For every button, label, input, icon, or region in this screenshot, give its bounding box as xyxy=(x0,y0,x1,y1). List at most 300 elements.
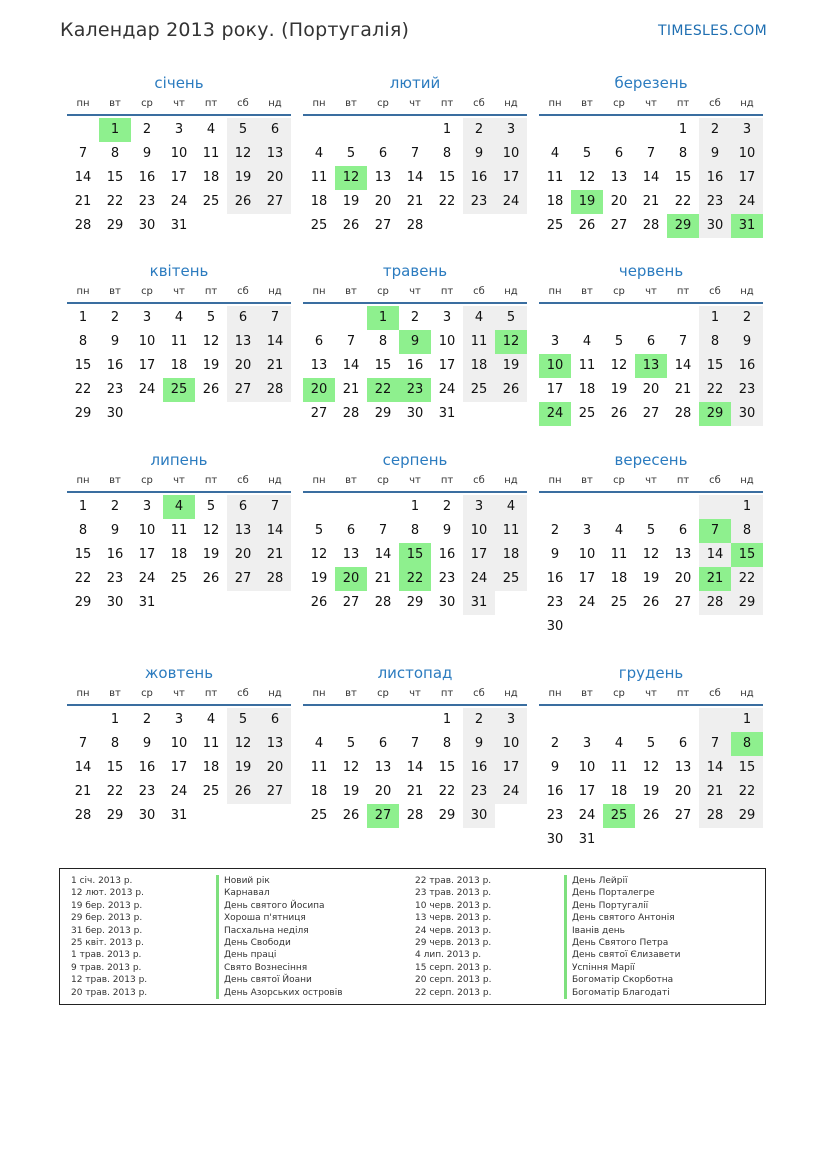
day-cell[interactable]: 5 xyxy=(614,334,624,349)
day-cell[interactable]: 17 xyxy=(495,756,527,780)
day-cell[interactable]: 11 xyxy=(463,330,495,354)
day-cell[interactable]: 27 xyxy=(227,378,259,402)
day-cell[interactable]: 6 xyxy=(678,736,688,751)
day-cell[interactable]: 30 xyxy=(546,619,564,634)
day-cell[interactable]: 11 xyxy=(202,736,220,751)
day-cell[interactable]: 30 xyxy=(731,402,763,426)
day-cell[interactable]: 15 xyxy=(674,170,692,185)
day-cell[interactable]: 25 xyxy=(202,784,220,799)
day-cell[interactable]: 20 xyxy=(227,543,259,567)
day-cell[interactable]: 7 xyxy=(78,736,88,751)
day-cell[interactable]: 6 xyxy=(678,523,688,538)
day-cell[interactable]: 28 xyxy=(259,567,291,591)
day-cell[interactable]: 3 xyxy=(582,523,592,538)
day-cell[interactable]: 11 xyxy=(170,334,188,349)
day-cell[interactable]: 12 xyxy=(578,170,596,185)
holiday-day-cell[interactable]: 7 xyxy=(699,519,731,543)
day-cell[interactable]: 29 xyxy=(106,218,124,233)
day-cell[interactable]: 2 xyxy=(550,523,560,538)
day-cell[interactable]: 17 xyxy=(546,382,564,397)
day-cell[interactable]: 21 xyxy=(406,194,424,209)
day-cell[interactable]: 23 xyxy=(463,780,495,804)
day-cell[interactable]: 13 xyxy=(310,358,328,373)
day-cell[interactable]: 18 xyxy=(310,194,328,209)
day-cell[interactable]: 21 xyxy=(406,784,424,799)
day-cell[interactable]: 17 xyxy=(438,358,456,373)
day-cell[interactable]: 23 xyxy=(546,595,564,610)
day-cell[interactable]: 20 xyxy=(259,756,291,780)
day-cell[interactable]: 27 xyxy=(610,218,628,233)
day-cell[interactable]: 8 xyxy=(110,146,120,161)
holiday-day-cell[interactable]: 10 xyxy=(539,354,571,378)
day-cell[interactable]: 16 xyxy=(138,170,156,185)
holiday-day-cell[interactable]: 20 xyxy=(303,378,335,402)
day-cell[interactable]: 10 xyxy=(138,523,156,538)
day-cell[interactable]: 6 xyxy=(314,334,324,349)
day-cell[interactable]: 12 xyxy=(642,547,660,562)
day-cell[interactable]: 20 xyxy=(610,194,628,209)
day-cell[interactable]: 3 xyxy=(174,122,184,137)
day-cell[interactable]: 7 xyxy=(678,334,688,349)
day-cell[interactable]: 2 xyxy=(463,118,495,142)
day-cell[interactable]: 2 xyxy=(110,310,120,325)
day-cell[interactable]: 21 xyxy=(699,780,731,804)
day-cell[interactable]: 8 xyxy=(110,736,120,751)
day-cell[interactable]: 19 xyxy=(495,354,527,378)
day-cell[interactable]: 9 xyxy=(550,760,560,775)
day-cell[interactable]: 14 xyxy=(642,170,660,185)
day-cell[interactable]: 29 xyxy=(106,808,124,823)
day-cell[interactable]: 18 xyxy=(202,170,220,185)
day-cell[interactable]: 28 xyxy=(699,591,731,615)
day-cell[interactable]: 9 xyxy=(463,732,495,756)
holiday-day-cell[interactable]: 31 xyxy=(731,214,763,238)
day-cell[interactable]: 13 xyxy=(342,547,360,562)
holiday-day-cell[interactable]: 1 xyxy=(367,306,399,330)
day-cell[interactable]: 24 xyxy=(495,190,527,214)
day-cell[interactable]: 10 xyxy=(578,760,596,775)
day-cell[interactable]: 5 xyxy=(646,736,656,751)
day-cell[interactable]: 26 xyxy=(642,595,660,610)
day-cell[interactable]: 26 xyxy=(495,378,527,402)
day-cell[interactable]: 26 xyxy=(610,406,628,421)
day-cell[interactable]: 15 xyxy=(374,358,392,373)
day-cell[interactable]: 8 xyxy=(678,146,688,161)
day-cell[interactable]: 24 xyxy=(438,382,456,397)
day-cell[interactable]: 18 xyxy=(202,760,220,775)
day-cell[interactable]: 30 xyxy=(138,218,156,233)
day-cell[interactable]: 12 xyxy=(610,358,628,373)
day-cell[interactable]: 4 xyxy=(463,306,495,330)
day-cell[interactable]: 17 xyxy=(170,170,188,185)
day-cell[interactable]: 3 xyxy=(174,712,184,727)
day-cell[interactable]: 8 xyxy=(378,334,388,349)
day-cell[interactable]: 15 xyxy=(74,358,92,373)
day-cell[interactable]: 22 xyxy=(731,780,763,804)
day-cell[interactable]: 2 xyxy=(731,306,763,330)
day-cell[interactable]: 25 xyxy=(546,218,564,233)
day-cell[interactable]: 15 xyxy=(106,170,124,185)
day-cell[interactable]: 12 xyxy=(202,334,220,349)
day-cell[interactable]: 8 xyxy=(442,736,452,751)
holiday-day-cell[interactable]: 24 xyxy=(539,402,571,426)
day-cell[interactable]: 27 xyxy=(374,218,392,233)
day-cell[interactable]: 13 xyxy=(674,547,692,562)
day-cell[interactable]: 27 xyxy=(674,808,692,823)
day-cell[interactable]: 28 xyxy=(642,218,660,233)
day-cell[interactable]: 17 xyxy=(138,547,156,562)
day-cell[interactable]: 29 xyxy=(374,406,392,421)
day-cell[interactable]: 31 xyxy=(138,595,156,610)
day-cell[interactable]: 6 xyxy=(614,146,624,161)
day-cell[interactable]: 9 xyxy=(142,736,152,751)
day-cell[interactable]: 4 xyxy=(174,310,184,325)
day-cell[interactable]: 1 xyxy=(78,499,88,514)
day-cell[interactable]: 7 xyxy=(259,495,291,519)
day-cell[interactable]: 19 xyxy=(610,382,628,397)
day-cell[interactable]: 28 xyxy=(674,406,692,421)
day-cell[interactable]: 31 xyxy=(578,832,596,847)
day-cell[interactable]: 11 xyxy=(610,547,628,562)
day-cell[interactable]: 21 xyxy=(342,382,360,397)
day-cell[interactable]: 13 xyxy=(610,170,628,185)
day-cell[interactable]: 18 xyxy=(170,547,188,562)
day-cell[interactable]: 4 xyxy=(495,495,527,519)
day-cell[interactable]: 15 xyxy=(74,547,92,562)
day-cell[interactable]: 6 xyxy=(227,495,259,519)
day-cell[interactable]: 12 xyxy=(227,732,259,756)
day-cell[interactable]: 20 xyxy=(642,382,660,397)
day-cell[interactable]: 26 xyxy=(642,808,660,823)
day-cell[interactable]: 18 xyxy=(578,382,596,397)
day-cell[interactable]: 1 xyxy=(442,712,452,727)
day-cell[interactable]: 16 xyxy=(463,166,495,190)
day-cell[interactable]: 25 xyxy=(495,567,527,591)
day-cell[interactable]: 16 xyxy=(463,756,495,780)
day-cell[interactable]: 3 xyxy=(495,118,527,142)
holiday-day-cell[interactable]: 8 xyxy=(731,732,763,756)
day-cell[interactable]: 11 xyxy=(578,358,596,373)
day-cell[interactable]: 23 xyxy=(138,784,156,799)
day-cell[interactable]: 20 xyxy=(374,784,392,799)
day-cell[interactable]: 11 xyxy=(495,519,527,543)
day-cell[interactable]: 1 xyxy=(78,310,88,325)
day-cell[interactable]: 4 xyxy=(614,736,624,751)
brand-logo-text[interactable]: TIMESLES.COM xyxy=(658,23,767,39)
day-cell[interactable]: 7 xyxy=(78,146,88,161)
day-cell[interactable]: 17 xyxy=(495,166,527,190)
day-cell[interactable]: 22 xyxy=(674,194,692,209)
day-cell[interactable]: 9 xyxy=(731,330,763,354)
day-cell[interactable]: 5 xyxy=(646,523,656,538)
day-cell[interactable]: 18 xyxy=(463,354,495,378)
day-cell[interactable]: 20 xyxy=(674,571,692,586)
day-cell[interactable]: 30 xyxy=(546,832,564,847)
day-cell[interactable]: 14 xyxy=(259,519,291,543)
holiday-day-cell[interactable]: 9 xyxy=(399,330,431,354)
day-cell[interactable]: 19 xyxy=(642,784,660,799)
day-cell[interactable]: 10 xyxy=(495,732,527,756)
day-cell[interactable]: 3 xyxy=(463,495,495,519)
holiday-day-cell[interactable]: 19 xyxy=(571,190,603,214)
day-cell[interactable]: 22 xyxy=(74,571,92,586)
day-cell[interactable]: 2 xyxy=(110,499,120,514)
day-cell[interactable]: 19 xyxy=(342,784,360,799)
day-cell[interactable]: 31 xyxy=(463,591,495,615)
holiday-day-cell[interactable]: 12 xyxy=(495,330,527,354)
day-cell[interactable]: 5 xyxy=(227,708,259,732)
day-cell[interactable]: 15 xyxy=(699,354,731,378)
day-cell[interactable]: 29 xyxy=(438,808,456,823)
day-cell[interactable]: 23 xyxy=(546,808,564,823)
day-cell[interactable]: 22 xyxy=(699,378,731,402)
day-cell[interactable]: 9 xyxy=(142,146,152,161)
day-cell[interactable]: 3 xyxy=(442,310,452,325)
day-cell[interactable]: 10 xyxy=(495,142,527,166)
day-cell[interactable]: 2 xyxy=(142,712,152,727)
day-cell[interactable]: 27 xyxy=(227,567,259,591)
day-cell[interactable]: 10 xyxy=(438,334,456,349)
day-cell[interactable]: 1 xyxy=(731,495,763,519)
day-cell[interactable]: 17 xyxy=(578,784,596,799)
day-cell[interactable]: 5 xyxy=(227,118,259,142)
day-cell[interactable]: 19 xyxy=(342,194,360,209)
day-cell[interactable]: 23 xyxy=(138,194,156,209)
day-cell[interactable]: 4 xyxy=(206,122,216,137)
day-cell[interactable]: 4 xyxy=(314,736,324,751)
day-cell[interactable]: 8 xyxy=(410,523,420,538)
day-cell[interactable]: 24 xyxy=(138,382,156,397)
day-cell[interactable]: 6 xyxy=(646,334,656,349)
day-cell[interactable]: 6 xyxy=(259,708,291,732)
day-cell[interactable]: 24 xyxy=(138,571,156,586)
day-cell[interactable]: 23 xyxy=(106,382,124,397)
holiday-day-cell[interactable]: 23 xyxy=(399,378,431,402)
day-cell[interactable]: 25 xyxy=(610,595,628,610)
day-cell[interactable]: 11 xyxy=(310,760,328,775)
day-cell[interactable]: 7 xyxy=(346,334,356,349)
day-cell[interactable]: 13 xyxy=(674,760,692,775)
day-cell[interactable]: 5 xyxy=(206,310,216,325)
day-cell[interactable]: 3 xyxy=(582,736,592,751)
holiday-day-cell[interactable]: 4 xyxy=(163,495,195,519)
day-cell[interactable]: 3 xyxy=(731,118,763,142)
day-cell[interactable]: 28 xyxy=(74,808,92,823)
day-cell[interactable]: 7 xyxy=(259,306,291,330)
day-cell[interactable]: 27 xyxy=(642,406,660,421)
day-cell[interactable]: 8 xyxy=(442,146,452,161)
day-cell[interactable]: 13 xyxy=(259,732,291,756)
day-cell[interactable]: 1 xyxy=(442,122,452,137)
day-cell[interactable]: 9 xyxy=(110,334,120,349)
day-cell[interactable]: 1 xyxy=(731,708,763,732)
day-cell[interactable]: 18 xyxy=(310,784,328,799)
day-cell[interactable]: 13 xyxy=(374,170,392,185)
day-cell[interactable]: 30 xyxy=(699,214,731,238)
day-cell[interactable]: 12 xyxy=(227,142,259,166)
day-cell[interactable]: 12 xyxy=(642,760,660,775)
day-cell[interactable]: 28 xyxy=(259,378,291,402)
day-cell[interactable]: 15 xyxy=(106,760,124,775)
day-cell[interactable]: 13 xyxy=(227,330,259,354)
day-cell[interactable]: 5 xyxy=(495,306,527,330)
day-cell[interactable]: 17 xyxy=(731,166,763,190)
day-cell[interactable]: 30 xyxy=(406,406,424,421)
day-cell[interactable]: 25 xyxy=(578,406,596,421)
day-cell[interactable]: 20 xyxy=(259,166,291,190)
day-cell[interactable]: 28 xyxy=(74,218,92,233)
day-cell[interactable]: 22 xyxy=(731,567,763,591)
day-cell[interactable]: 9 xyxy=(110,523,120,538)
day-cell[interactable]: 10 xyxy=(463,519,495,543)
day-cell[interactable]: 9 xyxy=(550,547,560,562)
day-cell[interactable]: 8 xyxy=(78,523,88,538)
day-cell[interactable]: 25 xyxy=(170,571,188,586)
day-cell[interactable]: 19 xyxy=(227,166,259,190)
day-cell[interactable]: 16 xyxy=(138,760,156,775)
day-cell[interactable]: 23 xyxy=(106,571,124,586)
day-cell[interactable]: 21 xyxy=(642,194,660,209)
day-cell[interactable]: 10 xyxy=(578,547,596,562)
holiday-day-cell[interactable]: 27 xyxy=(367,804,399,828)
day-cell[interactable]: 29 xyxy=(731,591,763,615)
day-cell[interactable]: 21 xyxy=(259,354,291,378)
day-cell[interactable]: 17 xyxy=(170,760,188,775)
day-cell[interactable]: 14 xyxy=(74,170,92,185)
day-cell[interactable]: 5 xyxy=(206,499,216,514)
day-cell[interactable]: 1 xyxy=(699,306,731,330)
day-cell[interactable]: 12 xyxy=(342,760,360,775)
day-cell[interactable]: 10 xyxy=(170,736,188,751)
day-cell[interactable]: 28 xyxy=(374,595,392,610)
day-cell[interactable]: 25 xyxy=(463,378,495,402)
day-cell[interactable]: 6 xyxy=(259,118,291,142)
day-cell[interactable]: 28 xyxy=(406,218,424,233)
day-cell[interactable]: 26 xyxy=(342,808,360,823)
day-cell[interactable]: 5 xyxy=(346,146,356,161)
holiday-day-cell[interactable]: 22 xyxy=(399,567,431,591)
day-cell[interactable]: 21 xyxy=(74,194,92,209)
day-cell[interactable]: 7 xyxy=(699,732,731,756)
day-cell[interactable]: 16 xyxy=(406,358,424,373)
day-cell[interactable]: 11 xyxy=(170,523,188,538)
day-cell[interactable]: 27 xyxy=(674,595,692,610)
day-cell[interactable]: 18 xyxy=(170,358,188,373)
day-cell[interactable]: 15 xyxy=(731,756,763,780)
holiday-day-cell[interactable]: 15 xyxy=(399,543,431,567)
day-cell[interactable]: 1 xyxy=(678,122,688,137)
day-cell[interactable]: 4 xyxy=(206,712,216,727)
day-cell[interactable]: 17 xyxy=(578,571,596,586)
day-cell[interactable]: 31 xyxy=(170,808,188,823)
day-cell[interactable]: 26 xyxy=(310,595,328,610)
day-cell[interactable]: 14 xyxy=(674,358,692,373)
day-cell[interactable]: 16 xyxy=(699,166,731,190)
day-cell[interactable]: 14 xyxy=(699,543,731,567)
day-cell[interactable]: 18 xyxy=(495,543,527,567)
day-cell[interactable]: 5 xyxy=(346,736,356,751)
day-cell[interactable]: 26 xyxy=(202,571,220,586)
day-cell[interactable]: 24 xyxy=(170,194,188,209)
day-cell[interactable]: 24 xyxy=(578,808,596,823)
day-cell[interactable]: 2 xyxy=(463,708,495,732)
holiday-day-cell[interactable]: 12 xyxy=(335,166,367,190)
day-cell[interactable]: 11 xyxy=(202,146,220,161)
day-cell[interactable]: 18 xyxy=(546,194,564,209)
day-cell[interactable]: 12 xyxy=(310,547,328,562)
day-cell[interactable]: 16 xyxy=(106,358,124,373)
day-cell[interactable]: 22 xyxy=(106,784,124,799)
day-cell[interactable]: 26 xyxy=(342,218,360,233)
day-cell[interactable]: 29 xyxy=(731,804,763,828)
day-cell[interactable]: 12 xyxy=(202,523,220,538)
day-cell[interactable]: 29 xyxy=(406,595,424,610)
day-cell[interactable]: 2 xyxy=(410,310,420,325)
day-cell[interactable]: 31 xyxy=(170,218,188,233)
day-cell[interactable]: 29 xyxy=(74,595,92,610)
day-cell[interactable]: 29 xyxy=(74,406,92,421)
day-cell[interactable]: 26 xyxy=(227,190,259,214)
day-cell[interactable]: 22 xyxy=(74,382,92,397)
day-cell[interactable]: 8 xyxy=(731,519,763,543)
day-cell[interactable]: 18 xyxy=(610,784,628,799)
day-cell[interactable]: 28 xyxy=(406,808,424,823)
holiday-day-cell[interactable]: 29 xyxy=(699,402,731,426)
day-cell[interactable]: 6 xyxy=(378,146,388,161)
holiday-day-cell[interactable]: 22 xyxy=(367,378,399,402)
day-cell[interactable]: 14 xyxy=(406,170,424,185)
day-cell[interactable]: 25 xyxy=(310,218,328,233)
day-cell[interactable]: 9 xyxy=(699,142,731,166)
day-cell[interactable]: 14 xyxy=(406,760,424,775)
day-cell[interactable]: 26 xyxy=(578,218,596,233)
day-cell[interactable]: 1 xyxy=(410,499,420,514)
day-cell[interactable]: 30 xyxy=(463,804,495,828)
day-cell[interactable]: 16 xyxy=(546,571,564,586)
day-cell[interactable]: 26 xyxy=(202,382,220,397)
holiday-day-cell[interactable]: 20 xyxy=(335,567,367,591)
day-cell[interactable]: 20 xyxy=(227,354,259,378)
day-cell[interactable]: 7 xyxy=(410,736,420,751)
day-cell[interactable]: 27 xyxy=(342,595,360,610)
day-cell[interactable]: 24 xyxy=(731,190,763,214)
day-cell[interactable]: 17 xyxy=(463,543,495,567)
day-cell[interactable]: 2 xyxy=(142,122,152,137)
day-cell[interactable]: 22 xyxy=(438,784,456,799)
day-cell[interactable]: 14 xyxy=(259,330,291,354)
day-cell[interactable]: 11 xyxy=(610,760,628,775)
day-cell[interactable]: 22 xyxy=(438,194,456,209)
holiday-day-cell[interactable]: 13 xyxy=(635,354,667,378)
day-cell[interactable]: 4 xyxy=(550,146,560,161)
day-cell[interactable]: 30 xyxy=(106,406,124,421)
day-cell[interactable]: 15 xyxy=(438,170,456,185)
day-cell[interactable]: 23 xyxy=(438,571,456,586)
day-cell[interactable]: 4 xyxy=(614,523,624,538)
day-cell[interactable]: 6 xyxy=(227,306,259,330)
day-cell[interactable]: 16 xyxy=(731,354,763,378)
day-cell[interactable]: 11 xyxy=(310,170,328,185)
day-cell[interactable]: 24 xyxy=(495,780,527,804)
day-cell[interactable]: 19 xyxy=(310,571,328,586)
day-cell[interactable]: 21 xyxy=(374,571,392,586)
day-cell[interactable]: 22 xyxy=(106,194,124,209)
day-cell[interactable]: 3 xyxy=(142,310,152,325)
day-cell[interactable]: 16 xyxy=(438,547,456,562)
day-cell[interactable]: 6 xyxy=(346,523,356,538)
holiday-day-cell[interactable]: 25 xyxy=(163,378,195,402)
day-cell[interactable]: 14 xyxy=(374,547,392,562)
